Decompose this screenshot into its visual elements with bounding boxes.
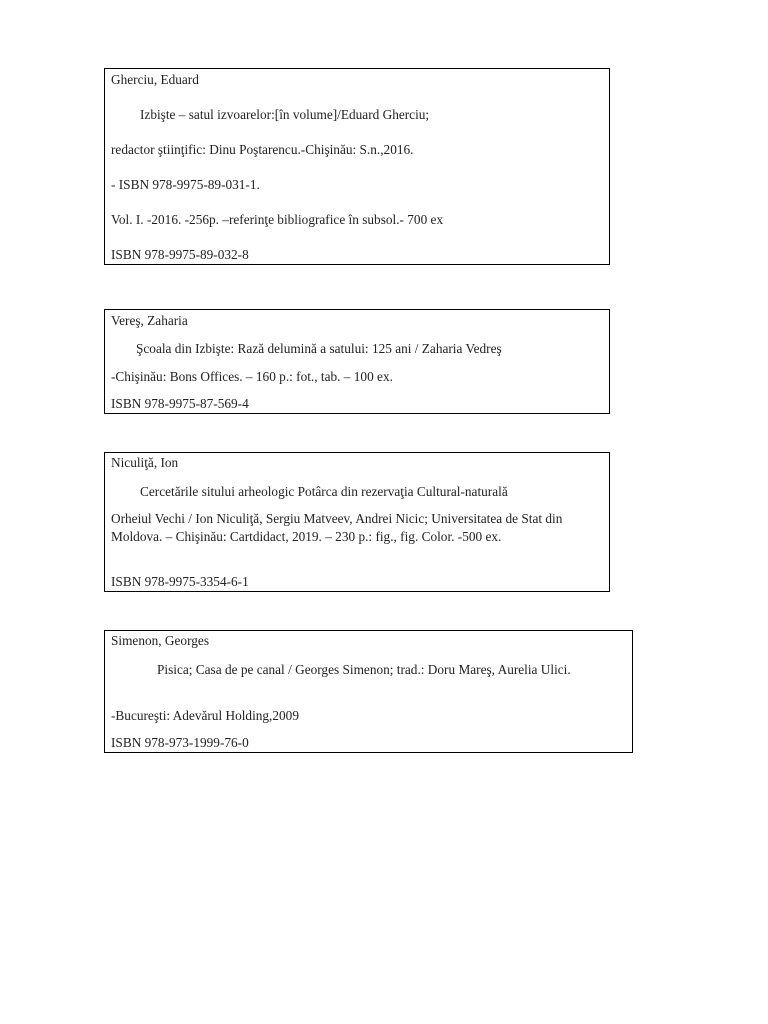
- card-author: Niculiţă, Ion: [111, 455, 179, 470]
- card-isbn-line: - ISBN 978-9975-89-031-1.: [111, 177, 260, 192]
- card-volume-line: Vol. I. -2016. -256p. –referinţe bibliografice în subsol.- 700 ex: [111, 212, 444, 227]
- catalog-card-veres: [104, 309, 610, 414]
- card-title-line: Şcoala din Izbişte: Rază delumină a satului: 125 ani / Zaharia Vedreş: [136, 341, 502, 356]
- catalog-card-gherciu: [104, 68, 610, 265]
- card-title-line: Cercetările sitului arheologic Potârca din rezervaţia Cultural-naturală: [140, 484, 508, 499]
- card-isbn-line: ISBN 978-973-1999-76-0: [111, 735, 249, 750]
- card-author: Gherciu, Eduard: [111, 72, 199, 87]
- catalog-card-simenon: [104, 630, 633, 753]
- card-isbn-line: ISBN 978-9975-89-032-8: [111, 247, 249, 262]
- card-author: Vereş, Zaharia: [111, 313, 188, 328]
- card-publication-line: redactor ştiinţific: Dinu Poştarencu.-Chişinău: S.n.,2016.: [111, 142, 414, 157]
- card-author: Simenon, Georges: [111, 633, 209, 648]
- card-title-line: Pisica; Casa de pe canal / Georges Simenon; trad.: Doru Mareş, Aurelia Ulici.: [157, 662, 571, 677]
- catalog-card-niculita: [104, 452, 610, 592]
- card-publication-line: -Chişinău: Bons Offices. – 160 p.: fot., tab. – 100 ex.: [111, 369, 393, 384]
- card-isbn-line: ISBN 978-9975-3354-6-1: [111, 574, 249, 589]
- card-publication-line: -Bucureşti: Adevărul Holding,2009: [111, 708, 299, 723]
- card-title-line: Izbişte – satul izvoarelor:[în volume]/Eduard Gherciu;: [140, 107, 430, 122]
- card-isbn-line: ISBN 978-9975-87-569-4: [111, 396, 249, 411]
- card-publication-line: Orheiul Vechi / Ion Niculiţă, Sergiu Matveev, Andrei Nicic; Universitatea de Stat din Moldova. – Chişinău: Cartdidact, 2019. – 230 p.: fig., fig. Color. -500 ex.: [111, 511, 563, 544]
